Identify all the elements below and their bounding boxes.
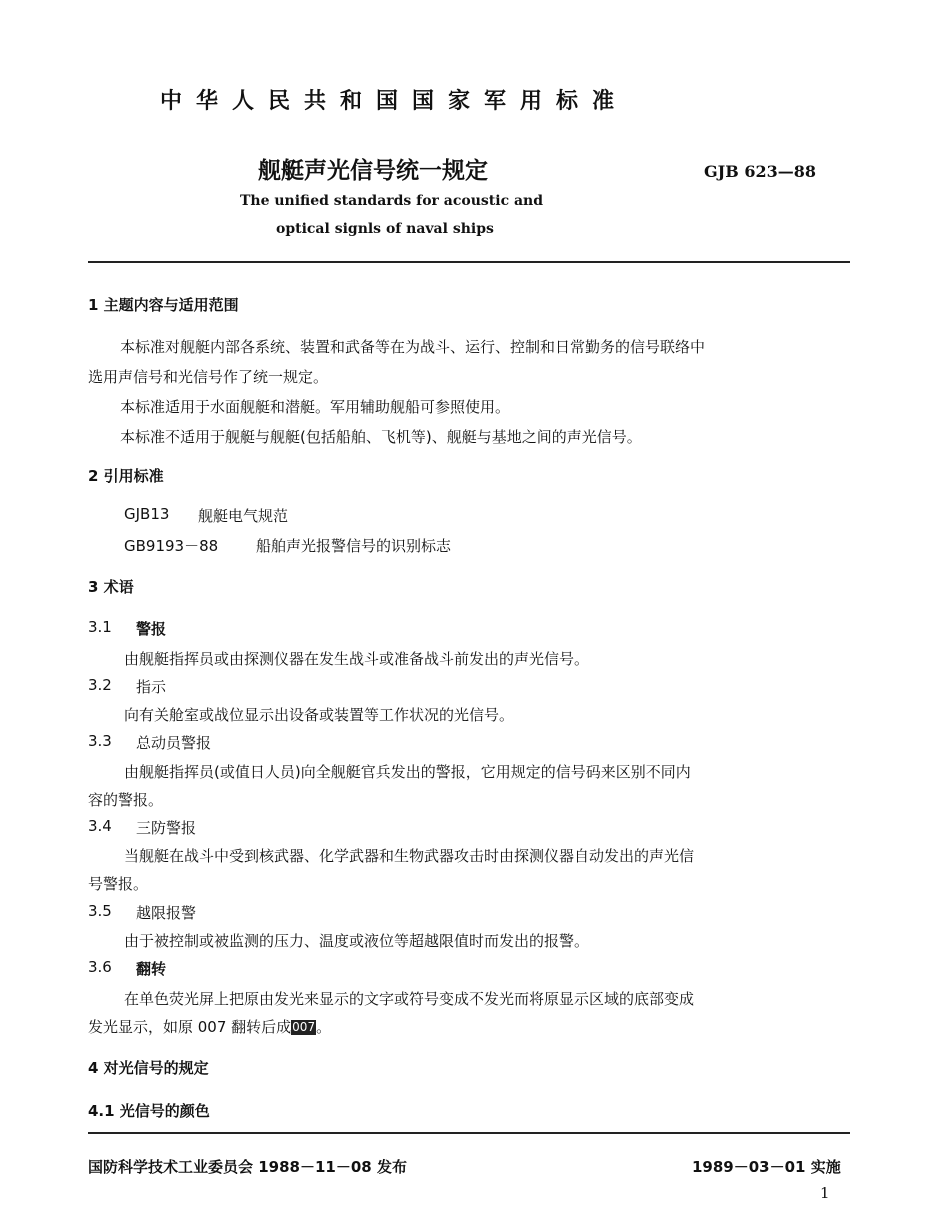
term-3-5-number: 3.5 [88,902,112,920]
subsection-4-1-heading: 4.1 光信号的颜色 [88,1102,210,1120]
document-title-en-line1: The unified standards for acoustic and [240,193,544,209]
term-3-1-title: 警报 [136,620,167,638]
term-3-6-definition-line2-end: 。 [316,1018,332,1036]
term-3-1-number: 3.1 [88,618,112,636]
term-3-2-title: 指示 [136,678,167,696]
term-3-3-title: 总动员警报 [136,734,212,752]
term-3-5-title: 越限报警 [136,904,197,922]
section-2-heading: 2 引用标准 [88,467,164,485]
section-1-paragraph-1-line1: 本标准对舰艇内部各系统、装置和武备等在为战斗、运行、控制和日常勤务的信号联络中 [120,338,706,356]
section-4-heading: 4 对光信号的规定 [88,1059,209,1077]
term-3-3-number: 3.3 [88,732,112,750]
header-divider [88,261,850,263]
footer-divider [88,1132,850,1134]
page-number: 1 [820,1184,830,1202]
issuing-organization: 中华人民共和国国家军用标准 [160,89,629,114]
section-3-heading: 3 术语 [88,578,134,596]
reference-1-code: GJB13 [124,505,170,523]
section-1-heading: 1 主题内容与适用范围 [88,296,239,314]
term-3-4-number: 3.4 [88,817,112,835]
section-1-paragraph-2: 本标准适用于水面舰艇和潜艇。军用辅助舰船可参照使用。 [120,398,511,416]
term-3-6-title: 翻转 [136,960,167,978]
reference-2-code: GB9193－88 [124,537,219,555]
term-3-6-definition-line1: 在单色荧光屏上把原由发光来显示的文字或符号变成不发光而将原显示区域的底部变成 [124,990,695,1008]
term-3-4-definition-line1: 当舰艇在战斗中受到核武器、化学武器和生物武器攻击时由探测仪器自动发出的声光信 [124,847,695,865]
inverted-007-sample: 007 [292,1020,316,1034]
document-title-en-line2: optical signls of naval ships [276,221,494,237]
issue-statement: 国防科学技术工业委员会 1988－11－08 发布 [88,1158,407,1176]
term-3-6-definition-line2 [88,1016,331,1037]
reference-2-title: 船舶声光报警信号的识别标志 [256,537,452,555]
standard-code: GJB 623—88 [704,162,816,181]
section-1-paragraph-1-line2: 选用声信号和光信号作了统一规定。 [88,368,329,386]
term-3-3-definition-line2: 容的警报。 [88,791,164,809]
term-3-3-definition-line1: 由舰艇指挥员(或值日人员)向全舰艇官兵发出的警报，它用规定的信号码来区别不同内 [124,763,691,781]
reference-1-title: 舰艇电气规范 [198,507,289,525]
term-3-6-number: 3.6 [88,958,112,976]
term-3-6-definition-line2-text: 发光显示，如原 007 翻转后成 [88,1018,292,1036]
term-3-1-definition: 由舰艇指挥员或由探测仪器在发生战斗或准备战斗前发出的声光信号。 [124,650,590,668]
term-3-2-definition: 向有关舱室或战位显示出设备或装置等工作状况的光信号。 [124,706,515,724]
document-title-cn: 舰艇声光信号统一规定 [258,158,488,184]
term-3-2-number: 3.2 [88,676,112,694]
section-1-paragraph-3: 本标准不适用于舰艇与舰艇(包括船舶、飞机等)、舰艇与基地之间的声光信号。 [120,428,642,446]
term-3-4-title: 三防警报 [136,819,197,837]
term-3-4-definition-line2: 号警报。 [88,875,149,893]
term-3-5-definition: 由于被控制或被监测的压力、温度或液位等超越限值时而发出的报警。 [124,932,590,950]
effective-date-statement: 1989－03－01 实施 [692,1158,841,1176]
